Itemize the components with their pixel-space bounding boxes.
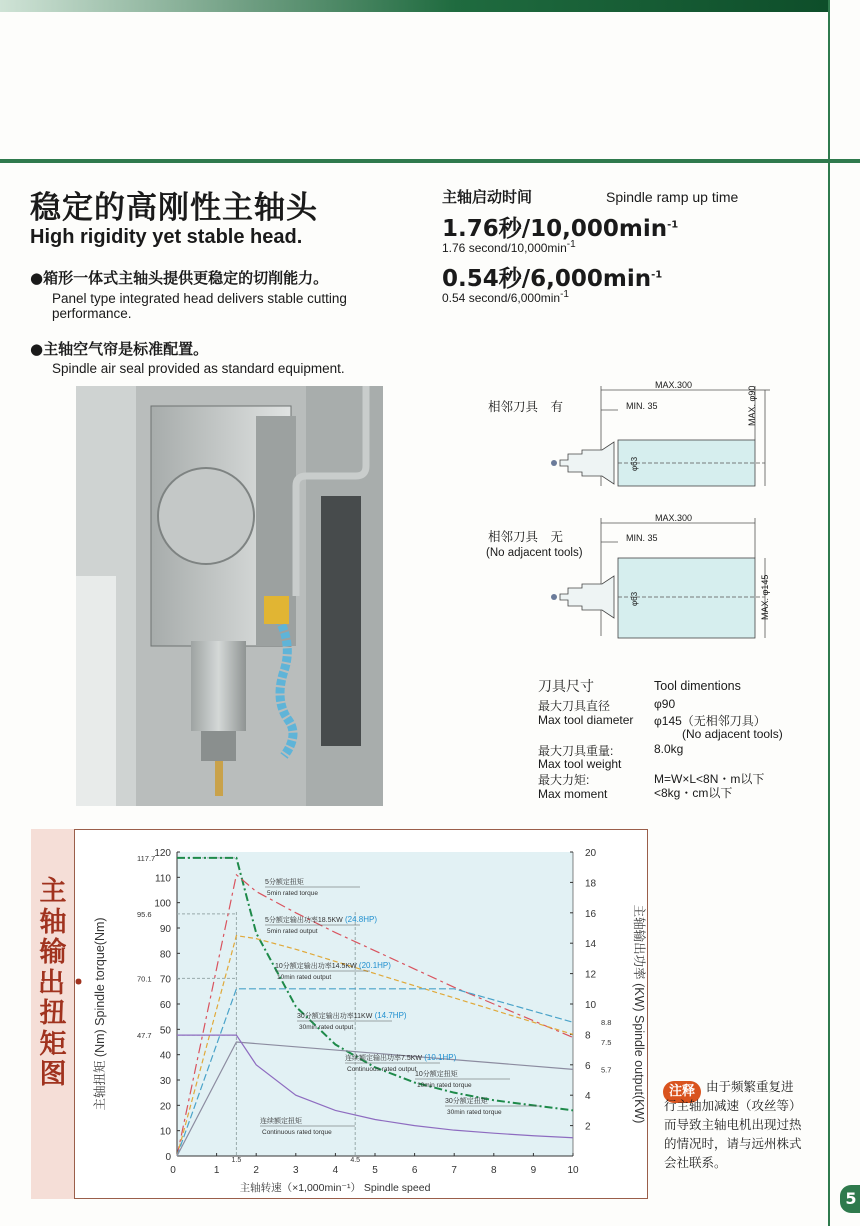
- max-dia-v3: (No adjacent tools): [682, 727, 783, 741]
- y-right-tick-label: 14: [585, 939, 597, 951]
- page-title-en: High rigidity yet stable head.: [30, 226, 303, 248]
- annotation-en: 10min rated torque: [417, 1082, 472, 1089]
- bullet2-cn: ●主轴空气帘是标准配置。: [30, 340, 209, 358]
- x-tick-label: 5: [372, 1165, 378, 1176]
- bullet2-en: Spindle air seal provided as standard equipment.: [52, 361, 345, 376]
- y-left-tick-label: 100: [154, 898, 171, 910]
- d63-label-2: φ63: [630, 591, 639, 606]
- max-dia-v1: φ90: [654, 697, 676, 711]
- spindle-head-photo: [76, 386, 383, 806]
- y-right-tick-label: 8: [585, 1030, 591, 1042]
- max300-label-1: MAX.300: [655, 380, 693, 390]
- ramp-small-2: 0.54 second/$6,000\min^{-1}$: [442, 289, 569, 305]
- max-dia-v2: φ145（无相邻刀具）: [654, 714, 766, 728]
- x-tick-label: 10: [567, 1165, 579, 1176]
- x-tick-label: 9: [530, 1165, 537, 1176]
- y-left-extra-label: 47.7: [137, 1031, 152, 1041]
- tool-dim-title-en: Tool dimentions: [654, 679, 741, 693]
- y-right-tick-label: 6: [585, 1060, 591, 1072]
- annotation-en: 30min rated torque: [447, 1109, 502, 1116]
- page-number: 5: [840, 1185, 860, 1213]
- ramp-title-en: Spindle ramp up time: [606, 189, 739, 205]
- chart-side-title: 主轴输出・扭矩图: [38, 876, 92, 1090]
- x-tick-label: 1: [213, 1165, 220, 1176]
- d63-label-1: φ63: [630, 456, 639, 471]
- annotation-cn: 5分额定输出功率18.5KW (24.8HP): [265, 915, 378, 924]
- max-dia-cn: 最大刀具直径: [538, 699, 611, 713]
- annotation-en: Continuous rated output: [347, 1066, 417, 1073]
- diagram-without-adjacent: [551, 518, 765, 638]
- y-right-axis-title: 主轴输出功率 (KW) Spindle output(KW): [632, 904, 646, 1124]
- y-right-tick-label: 10: [585, 1000, 597, 1011]
- top-gradient-band: [0, 0, 828, 12]
- x-tick-label: 6: [411, 1165, 418, 1176]
- x-tick-label: 2: [253, 1165, 259, 1176]
- max-moment-v1: M=W×L<8N・m以下: [654, 772, 765, 786]
- bullet1-en-line2: performance.: [52, 306, 132, 321]
- max145-label: MAX. φ145: [760, 574, 770, 620]
- note-badge: 注释: [663, 1081, 701, 1103]
- adjacent-tools-yes-label: 相邻刀具 有: [488, 399, 564, 414]
- annotation-en: 5min rated output: [267, 928, 318, 935]
- x-tick-label: 4: [332, 1165, 339, 1176]
- y-left-extra-label: 117.7: [137, 853, 156, 863]
- ramp-small-1: 1.76 second/$10,000\min^{-1}$: [442, 239, 576, 255]
- y-left-origin-label: 0: [165, 1152, 171, 1163]
- max-weight-cn: 最大刀具重量:: [538, 744, 614, 758]
- max-moment-en: Max moment: [538, 787, 608, 801]
- y-right-extra-label: 5.7: [601, 1065, 612, 1075]
- y-right-tick-label: 20: [585, 848, 597, 859]
- y-right-tick-label: 18: [585, 878, 597, 890]
- x-axis-title: 主轴转速（×1,000min⁻¹） Spindle speed: [239, 1182, 431, 1194]
- x-extra-tick-label: 4.5: [350, 1157, 361, 1164]
- adjacent-tools-no-en: (No adjacent tools): [486, 547, 583, 559]
- y-right-extra-label: 7.5: [601, 1038, 612, 1047]
- x-origin-label: 0: [170, 1165, 176, 1176]
- annotation-en: 30min rated output: [299, 1024, 354, 1031]
- annotation-en: 10min rated output: [277, 974, 332, 981]
- y-right-extra-label: 8.8: [601, 1018, 612, 1028]
- annotation-cn: 连续额定输出功率7.5KW (10.1HP): [345, 1053, 457, 1062]
- x-tick-label: 7: [451, 1165, 457, 1176]
- y-left-extra-label: 95.6: [137, 909, 152, 919]
- x-extra-tick-label: 1.5: [231, 1157, 242, 1164]
- y-left-tick-label: 60: [159, 1000, 171, 1011]
- annotation-en: Continuous rated torque: [262, 1129, 332, 1136]
- y-left-extra-label: 70.1: [137, 974, 152, 984]
- annotation-cn: 10分额定输出功率14.5KW (20.1HP): [275, 961, 391, 970]
- y-right-tick-label: 4: [585, 1091, 591, 1103]
- max-dia-en: Max tool diameter: [538, 713, 634, 727]
- tool-dim-title-cn: 刀具尺寸: [538, 679, 594, 695]
- bullet1-cn: ●箱形一体式主轴头提供更稳定的切削能力。: [30, 269, 329, 287]
- y-left-tick-label: 70: [159, 974, 171, 986]
- max-moment-cn: 最大力矩:: [538, 773, 590, 787]
- note-text: 由于频繁重复进行主轴加减速（攻丝等）而导致主轴电机出现过热的情况时，请与远州株式会社联系。: [664, 1079, 802, 1170]
- y-left-tick-label: 110: [155, 873, 171, 885]
- annotation-cn: 10分额定扭矩: [415, 1071, 458, 1078]
- y-left-tick-label: 80: [159, 949, 171, 961]
- bullet1-en-line1: Panel type integrated head delivers stable cutting: [52, 291, 347, 306]
- ramp-title-cn: 主轴启动时间: [442, 188, 533, 206]
- max90-label: MAX. φ90: [747, 385, 757, 426]
- y-right-tick-label: 16: [585, 908, 597, 920]
- max-moment-v2: <8kg・cm以下: [654, 786, 733, 800]
- annotation-en: 5min rated torque: [267, 890, 318, 897]
- y-right-tick-label: 2: [585, 1121, 591, 1133]
- y-left-axis-title: 主轴扭矩 (Nm) Spindle torque(Nm): [93, 917, 107, 1111]
- annotation-cn: 30分额定输出功率11KW (14.7HP): [297, 1011, 407, 1020]
- y-left-tick-label: 30: [159, 1076, 171, 1087]
- y-left-tick-label: 40: [159, 1050, 171, 1062]
- diagram-with-adjacent: [551, 386, 770, 486]
- min35-label-1: MIN. 35: [626, 401, 658, 411]
- y-left-tick-label: 90: [159, 924, 171, 935]
- max-weight-value: 8.0kg: [654, 742, 684, 756]
- y-left-tick-label: 120: [154, 848, 171, 859]
- output-torque-chart: [75, 830, 647, 1198]
- x-tick-label: 3: [293, 1165, 299, 1176]
- page-right-rule: [828, 0, 830, 1226]
- annotation-cn: 30分额定扭矩: [445, 1098, 488, 1105]
- y-right-tick-label: 12: [585, 969, 597, 981]
- adjacent-tools-no-label: 相邻刀具 无: [488, 529, 564, 544]
- ramp-big-1: 1.76秒$/10,000\min^{-1}$: [442, 216, 679, 242]
- y-left-tick-label: 20: [159, 1101, 171, 1113]
- annotation-cn: 5分额定扭矩: [265, 879, 304, 886]
- max300-label-2: MAX.300: [655, 513, 693, 523]
- x-tick-label: 8: [491, 1165, 497, 1176]
- y-left-tick-label: 10: [159, 1126, 171, 1138]
- page-title-cn: 稳定的高刚性主轴头: [30, 190, 318, 226]
- ramp-big-2: 0.54秒$/6,000\min^{-1}$: [442, 266, 663, 292]
- y-left-tick-label: 50: [159, 1025, 171, 1037]
- section-divider: [0, 159, 860, 163]
- min35-label-2: MIN. 35: [626, 533, 658, 543]
- annotation-cn: 连续额定扭矩: [260, 1118, 302, 1125]
- max-weight-en: Max tool weight: [538, 757, 622, 771]
